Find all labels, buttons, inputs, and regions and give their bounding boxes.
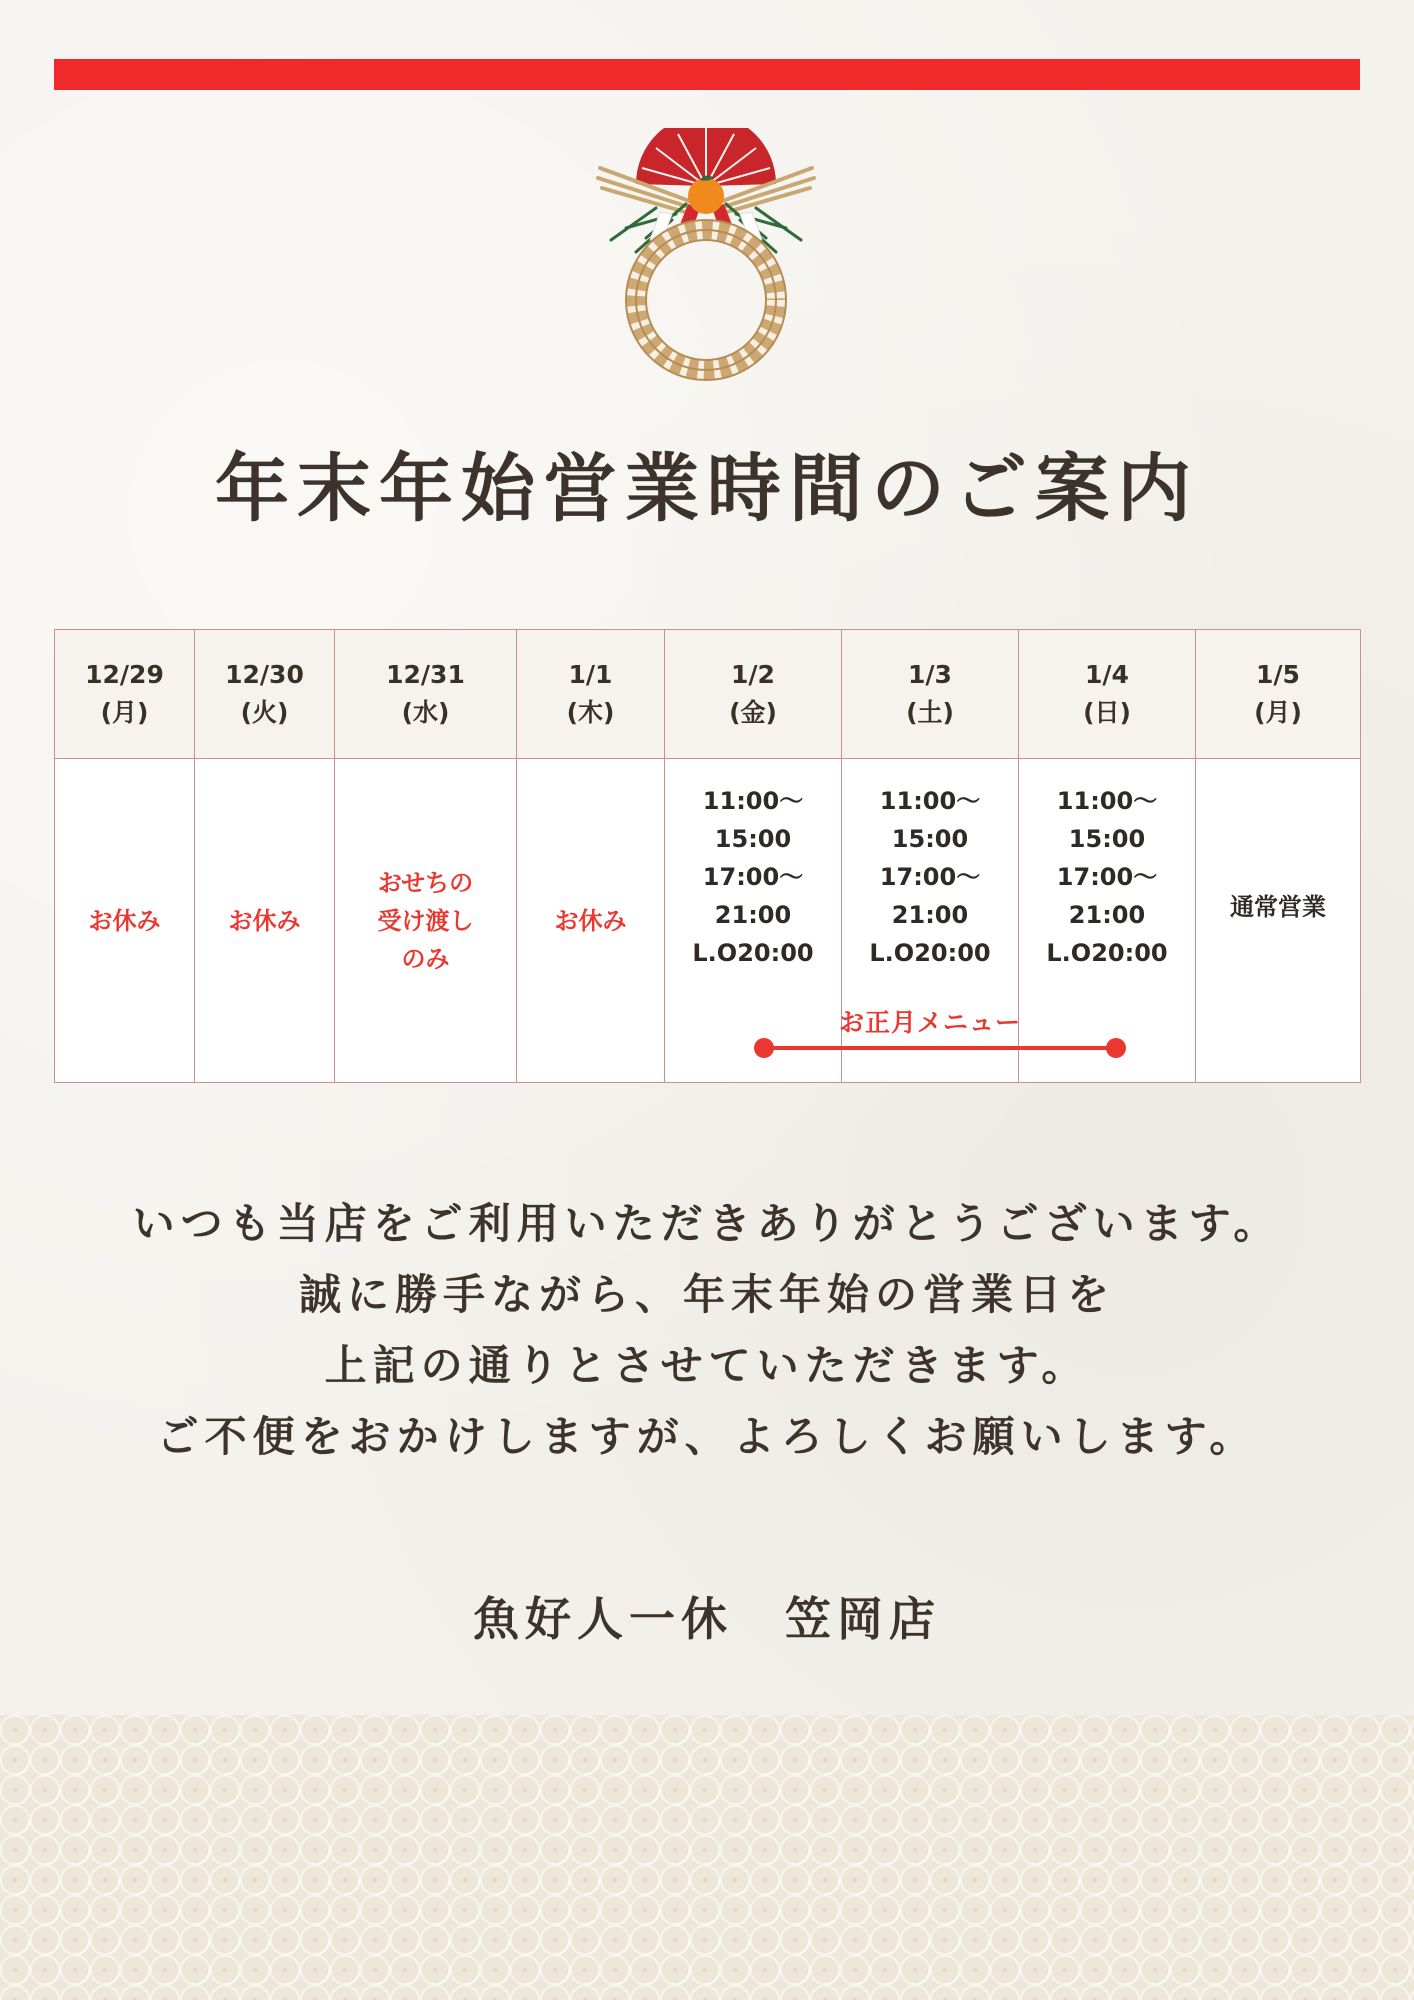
date-cell bbox=[842, 630, 1019, 759]
status-cell bbox=[1196, 759, 1361, 1083]
hours-line: 11:00〜 bbox=[1056, 786, 1158, 815]
hours-line: L.O20:00 bbox=[1046, 938, 1168, 967]
weekday-text: (金) bbox=[729, 698, 777, 727]
schedule-table bbox=[54, 629, 1361, 1083]
date-text: 12/31 bbox=[386, 660, 465, 689]
hours-line: 21:00 bbox=[714, 900, 792, 929]
hours-line: 17:00〜 bbox=[879, 862, 981, 891]
hours-line: L.O20:00 bbox=[692, 938, 814, 967]
new-year-menu-range-line bbox=[750, 1036, 1130, 1060]
hours-line: 15:00 bbox=[714, 824, 792, 853]
date-cell bbox=[195, 630, 335, 759]
hours-line: 21:00 bbox=[1068, 900, 1146, 929]
weekday-text: (木) bbox=[566, 698, 615, 727]
hours-line: 17:00〜 bbox=[1056, 862, 1158, 891]
table-header-row bbox=[55, 630, 1361, 759]
message-line: いつも当店をご利用いただきありがとうございます。 bbox=[132, 1199, 1282, 1248]
hours-block bbox=[1020, 782, 1194, 972]
date-text: 1/3 bbox=[908, 660, 952, 689]
hours-line: 15:00 bbox=[1068, 824, 1146, 853]
osechi-label bbox=[336, 864, 515, 978]
hours-line: 11:00〜 bbox=[879, 786, 981, 815]
status-cell bbox=[55, 759, 195, 1083]
weekday-text: (水) bbox=[401, 698, 450, 727]
osechi-line: おせちの bbox=[377, 868, 474, 897]
status-cell bbox=[335, 759, 517, 1083]
date-text: 1/2 bbox=[731, 660, 775, 689]
date-cell bbox=[665, 630, 842, 759]
shimekazari-icon bbox=[596, 128, 816, 384]
hours-block bbox=[843, 782, 1017, 972]
store-name: 魚好人一休 笠岡店 bbox=[473, 1592, 941, 1646]
message-block bbox=[0, 1188, 1414, 1472]
date-text: 1/4 bbox=[1085, 660, 1129, 689]
osechi-line: のみ bbox=[401, 944, 450, 973]
date-cell bbox=[335, 630, 517, 759]
table-status-row bbox=[55, 759, 1361, 1083]
hours-line: 21:00 bbox=[891, 900, 969, 929]
closed-label: お休み bbox=[554, 906, 627, 935]
message-line: ご不便をおかけしますが、よろしくお願いします。 bbox=[156, 1412, 1258, 1461]
message-line: 誠に勝手ながら、年末年始の営業日を bbox=[298, 1270, 1115, 1319]
top-red-bar bbox=[54, 59, 1360, 90]
date-cell bbox=[1196, 630, 1361, 759]
date-cell bbox=[517, 630, 665, 759]
message-line: 上記の通りとさせていただきます。 bbox=[324, 1341, 1090, 1390]
hours-line: 15:00 bbox=[891, 824, 969, 853]
weekday-text: (月) bbox=[1254, 698, 1302, 727]
date-text: 12/30 bbox=[225, 660, 304, 689]
status-cell bbox=[195, 759, 335, 1083]
date-cell bbox=[55, 630, 195, 759]
osechi-line: 受け渡し bbox=[377, 906, 474, 935]
closed-label: お休み bbox=[88, 906, 161, 935]
weekday-text: (日) bbox=[1083, 698, 1131, 727]
closed-label: お休み bbox=[228, 906, 301, 935]
new-year-menu-label: お正月メニュー bbox=[838, 1008, 1021, 1037]
normal-business-label: 通常営業 bbox=[1230, 893, 1326, 921]
date-text: 12/29 bbox=[85, 660, 164, 689]
date-text: 1/1 bbox=[568, 660, 613, 689]
footer-pattern bbox=[0, 1715, 1414, 2000]
weekday-text: (土) bbox=[906, 698, 954, 727]
hours-line: 11:00〜 bbox=[702, 786, 804, 815]
status-cell bbox=[517, 759, 665, 1083]
page-title: 年末年始営業時間のご案内 bbox=[215, 446, 1199, 532]
hours-block bbox=[666, 782, 840, 972]
date-text: 1/5 bbox=[1256, 660, 1300, 689]
weekday-text: (月) bbox=[100, 698, 149, 727]
hours-line: 17:00〜 bbox=[702, 862, 804, 891]
hours-line: L.O20:00 bbox=[869, 938, 991, 967]
weekday-text: (火) bbox=[240, 698, 289, 727]
date-cell bbox=[1019, 630, 1196, 759]
